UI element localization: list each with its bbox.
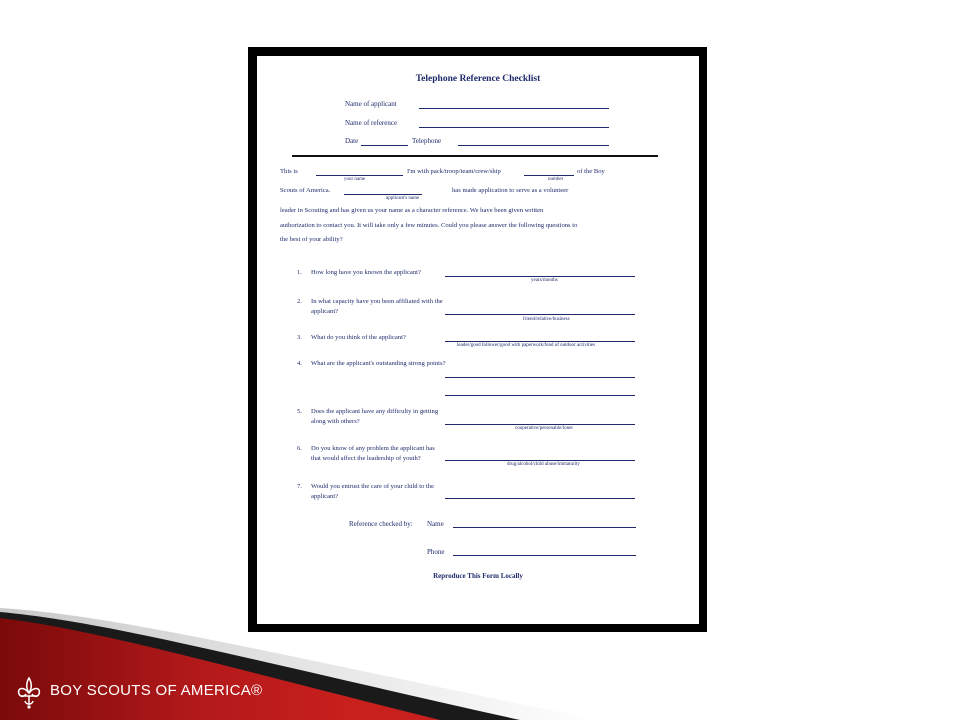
question-text: Would you entrust the care of your child to the applicant?	[311, 483, 435, 500]
applicant-line	[419, 108, 609, 109]
question-number: 7.	[297, 483, 302, 490]
number-line	[524, 175, 574, 176]
question-text: What do you think of the applicant?	[311, 334, 406, 341]
answer-hint: years/months	[531, 278, 558, 283]
telephone-label: Telephone	[412, 137, 442, 145]
brand-label: BOY SCOUTS OF AMERICA®	[50, 682, 263, 699]
answer-line	[445, 395, 635, 396]
question-text: Do you know of any problem the applicant has that would affect the leadership of youth?	[311, 445, 435, 462]
intro-line5: the best of your ability?	[280, 236, 343, 243]
question-number: 1.	[297, 269, 302, 276]
intro-of-the-boy: of the Boy	[577, 168, 605, 175]
form-title: Telephone Reference Checklist	[415, 74, 541, 84]
answer-hint: friend/relative/business	[523, 317, 570, 322]
applicants-name-line	[344, 194, 422, 195]
intro-im-with: I'm with pack/troop/team/crew/ship	[407, 168, 501, 175]
form-footer: Reproduce This Form Locally	[433, 572, 523, 580]
applicants-name-hint: applicant's name	[386, 196, 420, 201]
answer-hint: leader/good follower/good with paperwork/fond of outdoor activities	[457, 343, 596, 348]
answer-line	[445, 276, 635, 277]
document-frame	[248, 47, 707, 632]
question-number: 3.	[297, 334, 302, 341]
telephone-line	[458, 145, 609, 146]
your-name-hint: your name	[344, 177, 366, 182]
reference-label: Name of reference	[345, 119, 398, 127]
question-text: What are the applicant's outstanding strong points?	[311, 360, 446, 367]
answer-line	[445, 424, 635, 425]
answer-line	[445, 498, 635, 499]
reference-line	[419, 127, 609, 128]
intro-line3: leader in Scouting and has given us your name as a character reference. We have been given written	[280, 207, 544, 214]
reference-form	[257, 56, 699, 624]
checker-name-label: Name	[427, 520, 444, 528]
date-line	[361, 145, 408, 146]
your-name-line	[316, 175, 403, 176]
answer-line	[445, 314, 635, 315]
question-number: 2.	[297, 298, 302, 305]
checker-name-line	[453, 527, 636, 528]
question-number: 4.	[297, 360, 302, 367]
divider	[292, 155, 658, 157]
question-number: 6.	[297, 445, 302, 452]
answer-hint: cooperative/personable/loner	[515, 426, 574, 431]
checker-phone-label: Phone	[427, 548, 445, 556]
question-text: In what capacity have you been affiliated with the applicant?	[311, 298, 443, 315]
intro-line4: authorization to contact you. It will take only a few minutes. Could you please answer the following questions to	[280, 222, 578, 229]
date-label: Date	[345, 137, 359, 145]
answer-line	[445, 460, 635, 461]
reference-checked-label: Reference checked by:	[349, 520, 413, 528]
intro-has-made: has made application to serve as a volunteer	[452, 187, 569, 194]
number-hint: number	[548, 177, 564, 182]
answer-hint: drug/alcohol/child abuse/immaturity	[507, 462, 580, 467]
answer-line	[445, 341, 635, 342]
checker-phone-line	[453, 555, 636, 556]
question-text: How long have you known the applicant?	[311, 269, 421, 276]
question-number: 5.	[297, 408, 302, 415]
intro-this-is: This is	[280, 168, 298, 175]
question-text: Does the applicant have any difficulty in getting along with others?	[311, 408, 439, 425]
answer-line	[445, 377, 635, 378]
intro-bsa: Scouts of America.	[280, 187, 331, 194]
fleur-de-lis-icon	[14, 676, 44, 710]
red-swoosh	[0, 618, 440, 720]
applicant-label: Name of applicant	[345, 100, 397, 108]
